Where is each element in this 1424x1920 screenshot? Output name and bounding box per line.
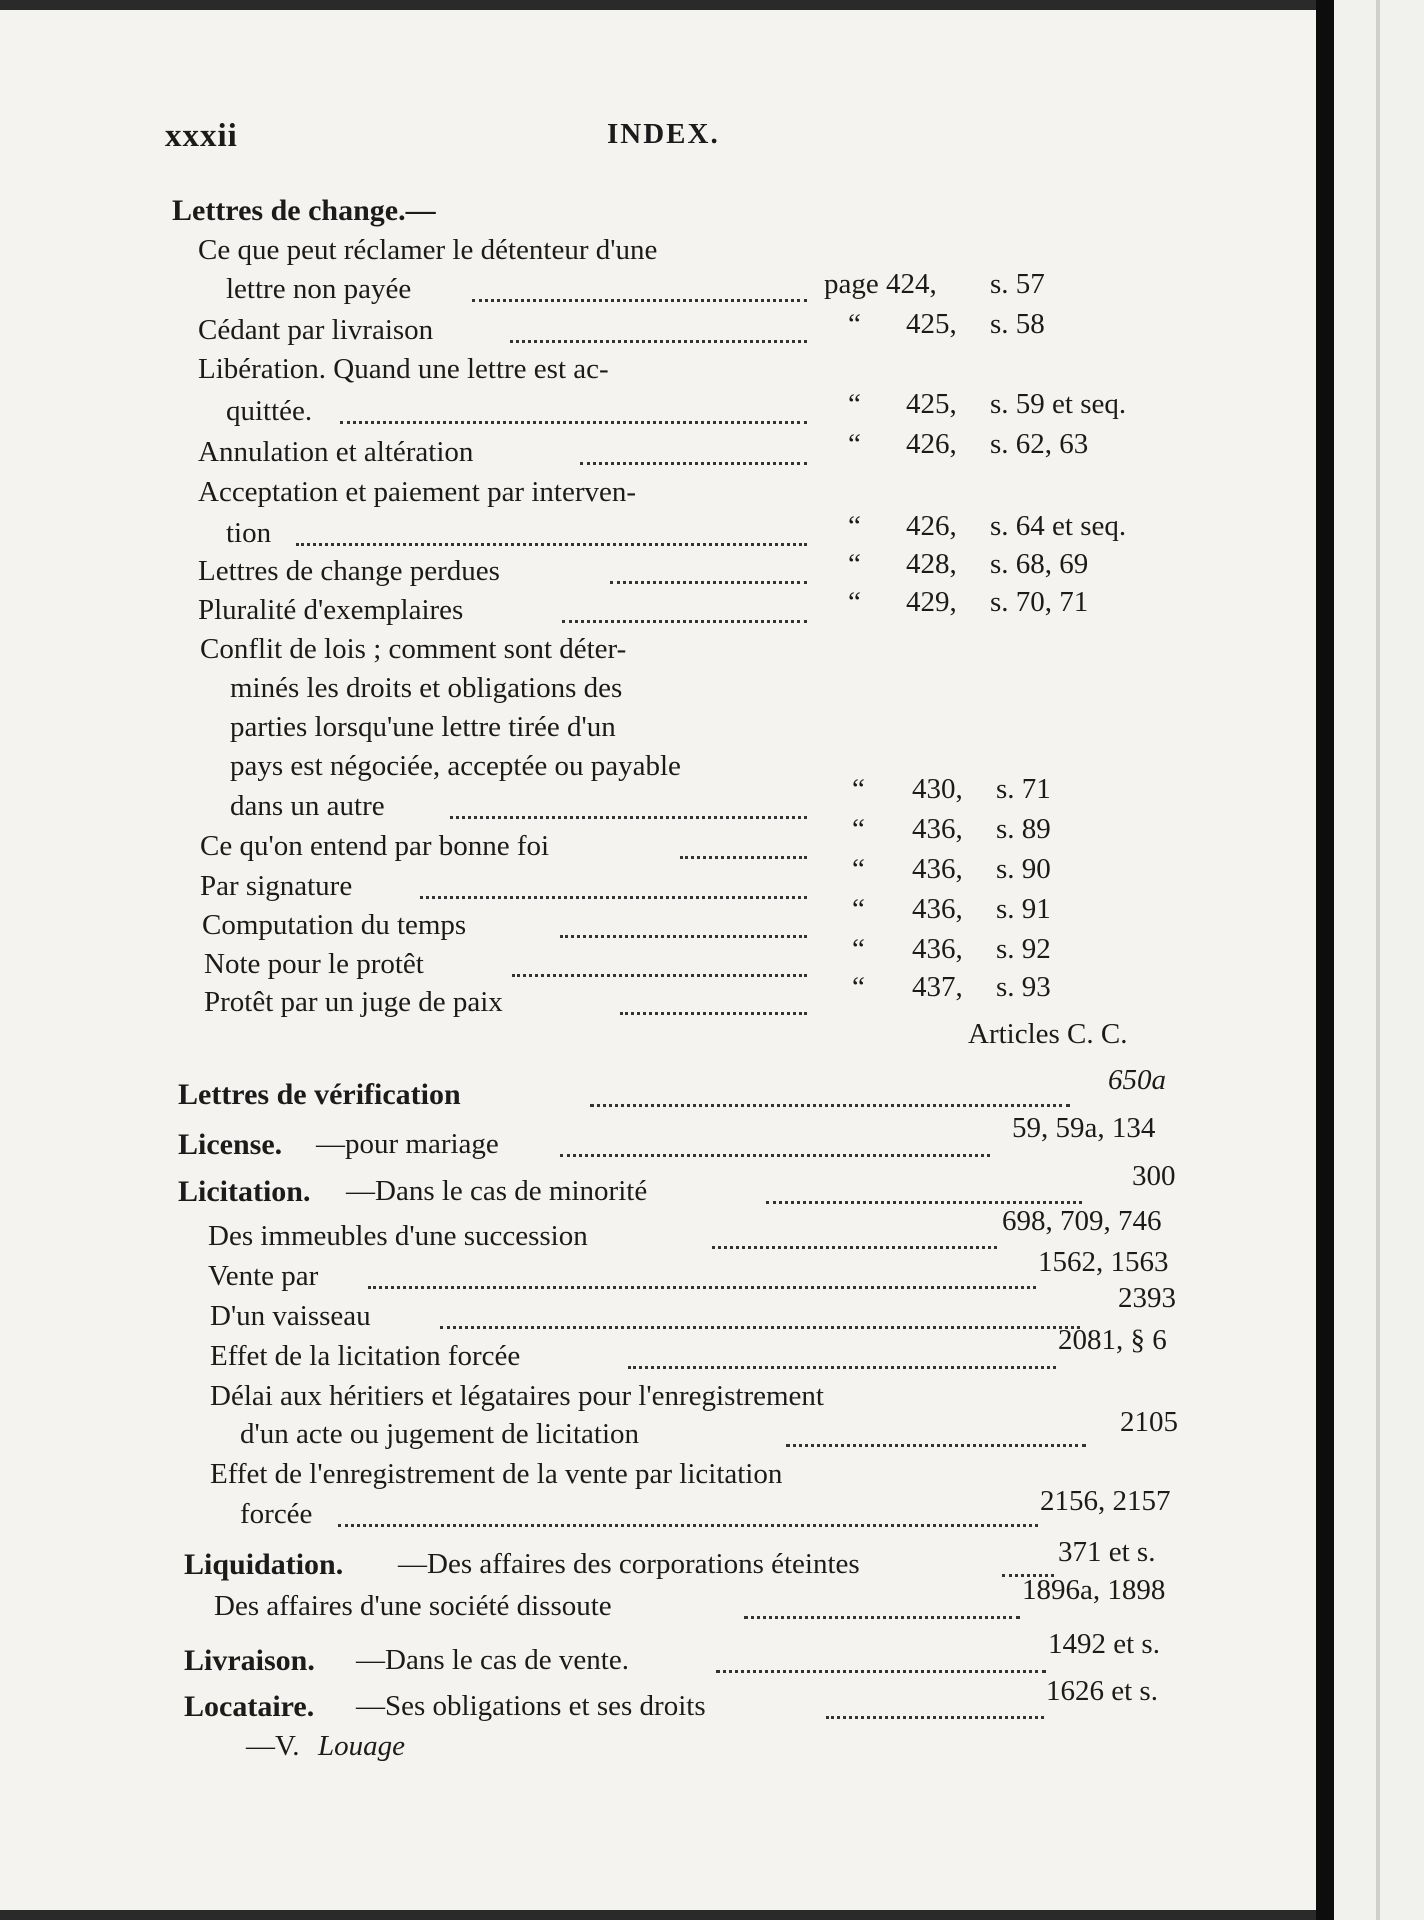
ditto-mark: “ bbox=[852, 773, 865, 805]
article-ref: 1626 et s. bbox=[1046, 1675, 1158, 1707]
entry-text: Délai aux héritiers et légataires pour l'enregistrement bbox=[210, 1380, 824, 1412]
ditto-mark: “ bbox=[852, 853, 865, 885]
articles-column-header: Articles C. C. bbox=[968, 1018, 1128, 1050]
ditto-mark: “ bbox=[852, 893, 865, 925]
page-ref: 430, bbox=[912, 773, 963, 805]
page-ref: 425, bbox=[906, 308, 957, 340]
page-ref: 425, bbox=[906, 388, 957, 420]
entry-text: —pour mariage bbox=[316, 1128, 499, 1160]
entry-text: D'un vaisseau bbox=[210, 1300, 371, 1332]
entry-text: forcée bbox=[240, 1498, 313, 1530]
dot-leader bbox=[510, 337, 807, 343]
article-ref: 1896a, 1898 bbox=[1022, 1574, 1166, 1606]
dot-leader bbox=[340, 418, 807, 424]
entry-text: Acceptation et paiement par interven- bbox=[198, 476, 637, 508]
ditto-mark: “ bbox=[852, 971, 865, 1003]
article-ref: 650a bbox=[1108, 1064, 1166, 1096]
entry-text: Protêt par un juge de paix bbox=[204, 986, 503, 1018]
running-title: INDEX. bbox=[607, 118, 720, 150]
dot-leader bbox=[716, 1667, 1046, 1673]
entry-text: Cédant par livraison bbox=[198, 314, 434, 346]
section-ref: s. 92 bbox=[996, 933, 1051, 965]
ditto-mark: “ bbox=[848, 388, 861, 420]
entry-heading-licitation: Licitation. bbox=[178, 1175, 311, 1208]
entry-text: minés les droits et obligations des bbox=[230, 672, 623, 704]
entry-heading-lettres-de-verification: Lettres de vérification bbox=[178, 1078, 461, 1111]
book-spine bbox=[1316, 0, 1334, 1920]
section-ref: s. 64 et seq. bbox=[990, 510, 1127, 542]
entry-text: parties lorsqu'une lettre tirée d'un bbox=[230, 711, 616, 743]
article-ref: 300 bbox=[1132, 1160, 1176, 1192]
dot-leader bbox=[338, 1521, 1038, 1527]
dot-leader bbox=[368, 1283, 1036, 1289]
section-ref: s. 57 bbox=[990, 268, 1045, 300]
dot-leader bbox=[562, 617, 807, 623]
section-ref: s. 70, 71 bbox=[990, 586, 1089, 618]
entry-text: —Des affaires des corporations éteintes bbox=[398, 1548, 860, 1580]
ditto-mark: “ bbox=[848, 428, 861, 460]
ditto-mark: “ bbox=[852, 933, 865, 965]
ditto-mark: “ bbox=[852, 813, 865, 845]
ditto-mark: “ bbox=[848, 586, 861, 618]
page-ref: 428, bbox=[906, 548, 957, 580]
entry-text: Des affaires d'une société dissoute bbox=[214, 1590, 612, 1622]
page-edge-line bbox=[1376, 0, 1380, 1920]
page-ref: 436, bbox=[912, 853, 963, 885]
entry-text: lettre non payée bbox=[226, 273, 412, 305]
dot-leader bbox=[472, 296, 807, 302]
scan-top-border bbox=[0, 0, 1424, 10]
entry-text: Note pour le protêt bbox=[204, 948, 424, 980]
entry-text: Conflit de lois ; comment sont déter- bbox=[200, 633, 627, 665]
see-also-prefix: —V. bbox=[246, 1730, 300, 1762]
section-ref: s. 91 bbox=[996, 893, 1051, 925]
entry-heading-livraison: Livraison. bbox=[184, 1644, 315, 1677]
dot-leader bbox=[296, 540, 807, 546]
dot-leader bbox=[560, 1151, 990, 1157]
entry-text: Par signature bbox=[200, 870, 353, 902]
section-ref: s. 58 bbox=[990, 308, 1045, 340]
section-ref: s. 68, 69 bbox=[990, 548, 1089, 580]
entry-text: Annulation et altération bbox=[198, 436, 474, 468]
dot-leader bbox=[610, 578, 807, 584]
entry-heading-license: License. bbox=[178, 1128, 283, 1161]
dot-leader bbox=[450, 813, 807, 819]
article-ref: 698, 709, 746 bbox=[1002, 1205, 1162, 1237]
entry-text: Libération. Quand une lettre est ac- bbox=[198, 353, 609, 385]
section-ref: s. 89 bbox=[996, 813, 1051, 845]
ditto-mark: “ bbox=[848, 548, 861, 580]
article-ref: 59, 59a, 134 bbox=[1012, 1112, 1156, 1144]
ditto-mark: “ bbox=[848, 308, 861, 340]
article-ref: 2105 bbox=[1120, 1406, 1178, 1438]
dot-leader bbox=[580, 459, 807, 465]
page-ref: 429, bbox=[906, 586, 957, 618]
entry-heading-liquidation: Liquidation. bbox=[184, 1548, 344, 1581]
article-ref: 2081, § 6 bbox=[1058, 1324, 1167, 1356]
page-ref: 436, bbox=[912, 933, 963, 965]
scan-bottom-border bbox=[0, 1910, 1316, 1920]
dot-leader bbox=[766, 1198, 1082, 1204]
entry-text: Des immeubles d'une succession bbox=[208, 1220, 588, 1252]
entry-heading-locataire: Locataire. bbox=[184, 1690, 315, 1723]
article-ref: 2393 bbox=[1118, 1282, 1176, 1314]
dot-leader bbox=[560, 932, 807, 938]
entry-text: dans un autre bbox=[230, 790, 385, 822]
entry-text: Pluralité d'exemplaires bbox=[198, 594, 464, 626]
entry-text: quittée. bbox=[226, 395, 313, 427]
dot-leader bbox=[744, 1613, 1020, 1619]
dot-leader bbox=[440, 1323, 1080, 1329]
entry-text: tion bbox=[226, 517, 272, 549]
dot-leader bbox=[628, 1363, 1056, 1369]
entry-text: —Dans le cas de vente. bbox=[356, 1644, 629, 1676]
entry-text: Effet de la licitation forcée bbox=[210, 1340, 521, 1372]
entry-text: d'un acte ou jugement de licitation bbox=[240, 1418, 640, 1450]
entry-heading-lettres-de-change: Lettres de change.— bbox=[172, 194, 436, 227]
section-ref: s. 90 bbox=[996, 853, 1051, 885]
page-ref: 436, bbox=[912, 893, 963, 925]
page-ref: 437, bbox=[912, 971, 963, 1003]
dot-leader bbox=[680, 853, 807, 859]
entry-text: —Ses obligations et ses droits bbox=[356, 1690, 706, 1722]
entry-text: Lettres de change perdues bbox=[198, 555, 500, 587]
entry-text: Vente par bbox=[208, 1260, 319, 1292]
dot-leader bbox=[620, 1009, 807, 1015]
entry-text: pays est négociée, acceptée ou payable bbox=[230, 750, 681, 782]
section-ref: s. 59 et seq. bbox=[990, 388, 1127, 420]
article-ref: 1492 et s. bbox=[1048, 1628, 1160, 1660]
dot-leader bbox=[420, 893, 807, 899]
page-ref: page 424, bbox=[824, 268, 937, 300]
article-ref: 1562, 1563 bbox=[1038, 1246, 1169, 1278]
dot-leader bbox=[590, 1101, 1070, 1107]
page-ref: 426, bbox=[906, 428, 957, 460]
page-ref: 436, bbox=[912, 813, 963, 845]
book-page bbox=[0, 10, 1316, 1910]
article-ref: 371 et s. bbox=[1058, 1536, 1156, 1568]
entry-text: —Dans le cas de minorité bbox=[346, 1175, 648, 1207]
section-ref: s. 71 bbox=[996, 773, 1051, 805]
dot-leader bbox=[786, 1441, 1086, 1447]
entry-text: Computation du temps bbox=[202, 909, 467, 941]
entry-text: Ce que peut réclamer le détenteur d'une bbox=[198, 234, 658, 266]
article-ref: 2156, 2157 bbox=[1040, 1485, 1171, 1517]
dot-leader bbox=[512, 971, 807, 977]
entry-text: Ce qu'on entend par bonne foi bbox=[200, 830, 550, 862]
section-ref: s. 93 bbox=[996, 971, 1051, 1003]
page-ref: 426, bbox=[906, 510, 957, 542]
see-also-link: Louage bbox=[318, 1730, 405, 1762]
dot-leader bbox=[712, 1243, 997, 1249]
dot-leader bbox=[826, 1713, 1044, 1719]
ditto-mark: “ bbox=[848, 510, 861, 542]
page-number: xxxii bbox=[165, 118, 238, 154]
section-ref: s. 62, 63 bbox=[990, 428, 1089, 460]
entry-text: Effet de l'enregistrement de la vente par licitation bbox=[210, 1458, 783, 1490]
